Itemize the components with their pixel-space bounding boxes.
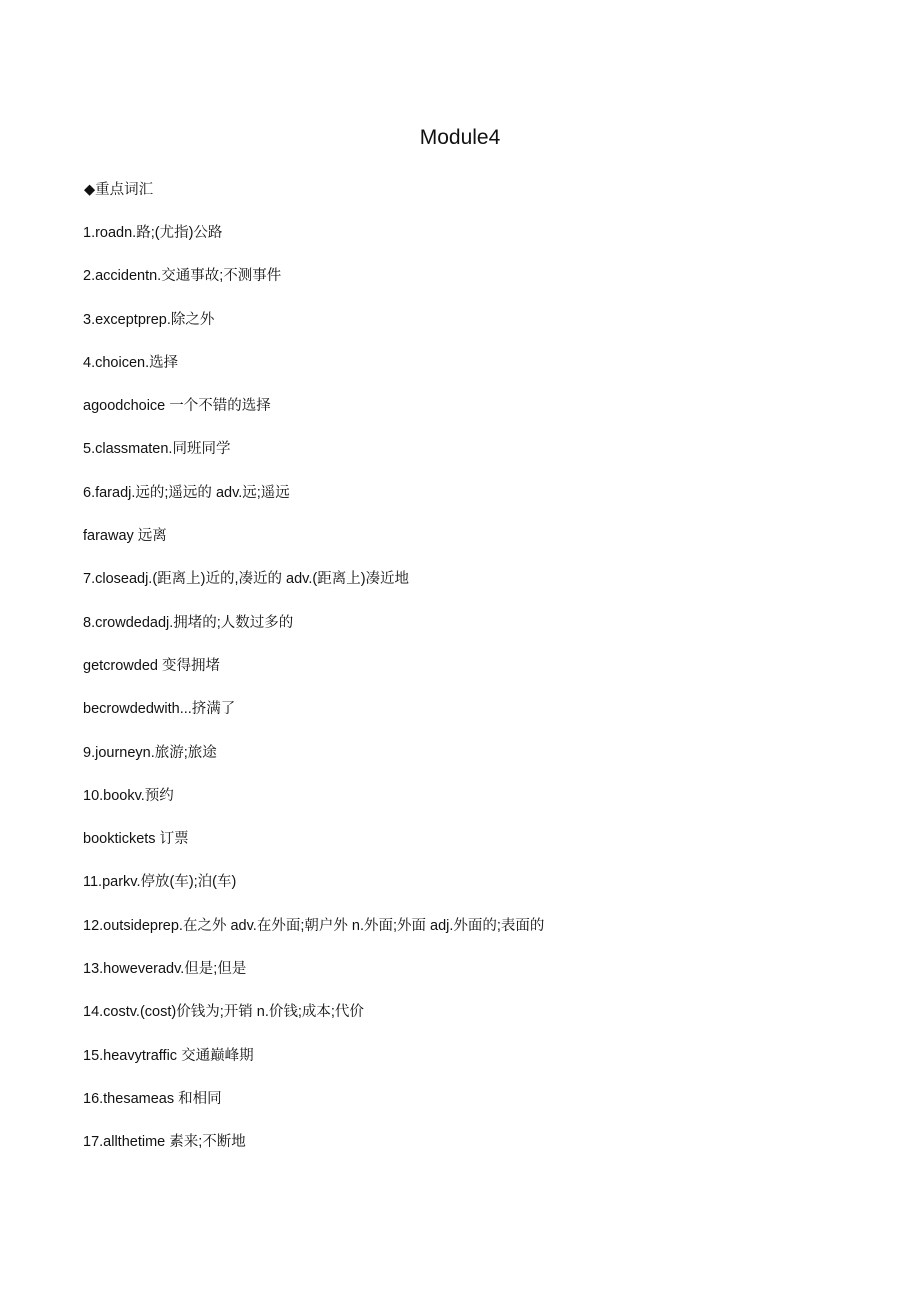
vocab-line-10: 8.crowdedadj.拥堵的;人数过多的 (83, 614, 294, 631)
vocab-line-9: 7.closeadj.(距离上)近的,凑近的 adv.(距离上)凑近地 (83, 571, 410, 588)
vocab-line-1: 1.roadn.路;(尤指)公路 (83, 225, 223, 241)
vocab-line-22: 17.allthetime 素来;不断地 (83, 1134, 246, 1151)
vocab-line-5: agoodchoice 一个不错的选择 (83, 398, 271, 415)
vocab-line-3: 3.exceptprep.除之外 (83, 311, 215, 328)
vocab-line-21: 16.thesameas 和相同 (83, 1090, 222, 1107)
vocabulary-list (83, 222, 544, 1175)
vocab-line-18: 13.howeveradv.但是;但是 (83, 961, 247, 978)
vocab-line-2: 2.accidentn.交通事故;不测事件 (83, 268, 282, 285)
section-heading: ◆重点词汇 (84, 182, 154, 198)
vocab-line-6: 5.classmaten.同班同学 (83, 441, 231, 458)
vocab-line-8: faraway 远离 (83, 528, 167, 545)
vocab-line-16: 11.parkv.停放(车);泊(车) (83, 874, 237, 891)
vocab-line-11: getcrowded 变得拥堵 (83, 657, 220, 674)
vocab-line-20: 15.heavytraffic 交通巅峰期 (83, 1047, 254, 1064)
vocab-line-7: 6.faradj.远的;遥远的 adv.远;遥远 (83, 484, 290, 501)
vocab-line-14: 10.bookv.预约 (83, 787, 174, 804)
page-title: Module4 (419, 126, 501, 149)
vocab-line-13: 9.journeyn.旅游;旅途 (83, 744, 217, 761)
vocab-line-19: 14.costv.(cost)价钱为;开销 n.价钱;成本;代价 (83, 1004, 364, 1021)
vocab-line-12: becrowdedwith...挤满了 (83, 701, 236, 718)
vocab-line-17: 12.outsideprep.在之外 adv.在外面;朝户外 n.外面;外面 adj.外面的;表面的 (83, 917, 545, 934)
vocab-line-4: 4.choicen.选择 (83, 354, 179, 371)
vocab-line-15: booktickets 订票 (83, 831, 189, 848)
